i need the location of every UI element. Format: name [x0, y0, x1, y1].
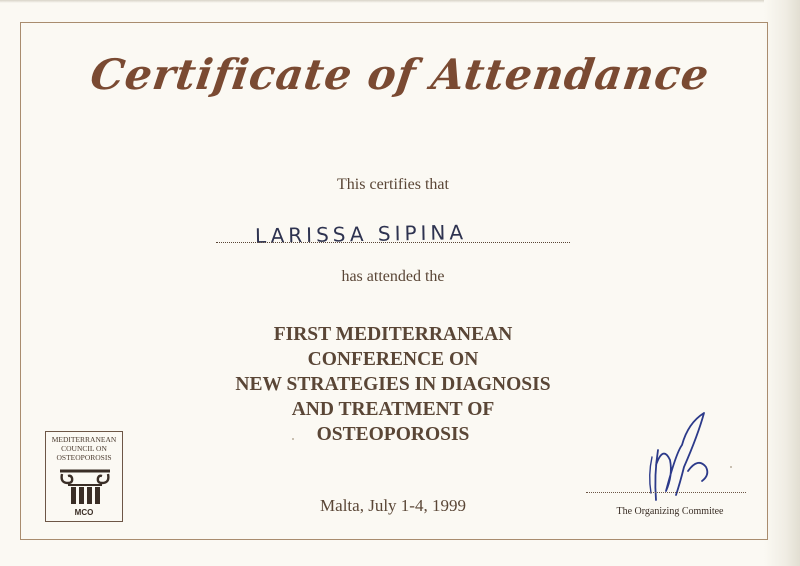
paper-speck	[292, 438, 294, 440]
conference-title-line: AND TREATMENT OF	[291, 399, 495, 420]
conference-title-line: OSTEOPOROSIS	[316, 424, 470, 445]
logo-text-line: COUNCIL ON	[61, 444, 107, 453]
conference-title-line: FIRST MEDITERRANEAN	[273, 324, 513, 345]
conference-title-line: NEW STRATEGIES IN DIAGNOSIS	[235, 374, 551, 395]
place-date: Malta, July 1-4, 1999	[320, 496, 466, 515]
paper-speck	[730, 466, 732, 468]
handwritten-signature	[618, 405, 728, 505]
conference-title-line: CONFERENCE ON	[307, 349, 479, 370]
name-dotted-line	[216, 242, 570, 243]
organizing-committee: The Organizing Commitee	[616, 506, 724, 517]
recipient-name: LARISSA SIPINA	[254, 220, 468, 248]
logo-abbreviation: MCO	[74, 508, 94, 517]
logo-text	[46, 435, 122, 462]
certificate-title: Certificate of Attendance	[87, 50, 713, 99]
mco-logo	[45, 431, 123, 522]
certifies-text: This certifies that	[337, 176, 449, 193]
logo-text-line: OSTEOPOROSIS	[56, 453, 112, 462]
logo-text-line: MEDITERRANEAN	[51, 435, 117, 444]
attended-text: has attended the	[341, 268, 445, 285]
ionic-column-capital-icon	[58, 465, 112, 507]
scan-edge-top	[0, 0, 800, 3]
signature-dotted-line	[586, 492, 746, 493]
